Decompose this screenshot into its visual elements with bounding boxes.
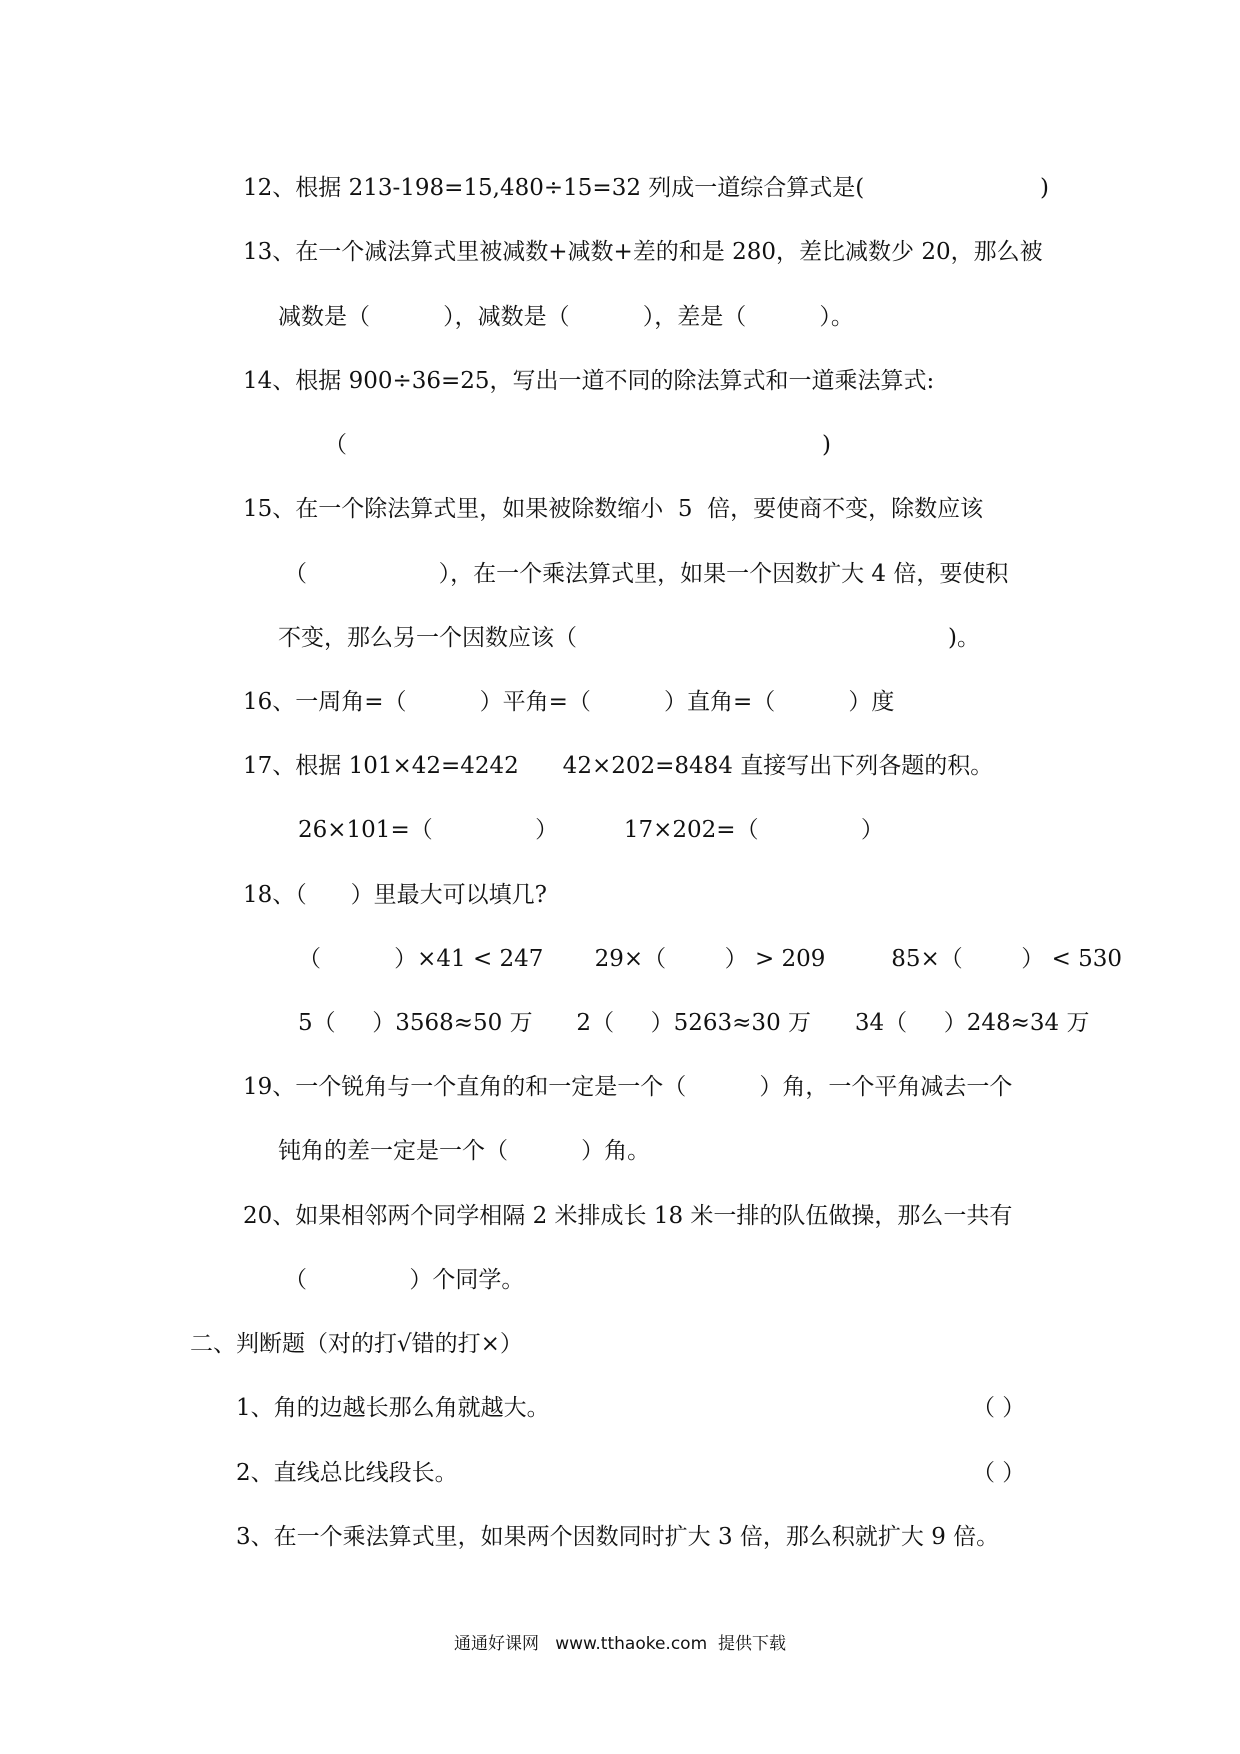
answer-paren-close: )。 <box>948 625 980 651</box>
page-footer: 通通好课网 www.tthaoke.com 提供下载 <box>454 1634 786 1654</box>
question-15-cont: （ ），在一个乘法算式里，如果一个因数扩大 4 倍，要使积 <box>284 561 1009 587</box>
question-18-row-1: （ ）×41 < 247 29×（ ） > 209 85×（ ） < 530 <box>298 946 1123 972</box>
question-17-items: 26×101=（ ） 17×202=（ ） <box>298 817 884 843</box>
answer-paren: （ ） <box>972 1460 1026 1486</box>
question-20-cont: （ ）个同学。 <box>284 1267 525 1293</box>
question-18: 18、（ ）里最大可以填几? <box>243 882 547 908</box>
answer-paren-close: ) <box>1040 175 1049 201</box>
answer-paren-close: ) <box>822 432 831 458</box>
question-20: 20、如果相邻两个同学相隔 2 米排成长 18 米一排的队伍做操，那么一共有 <box>243 1203 1013 1229</box>
question-19: 19、一个锐角与一个直角的和一定是一个（ ）角，一个平角减去一个 <box>243 1074 1013 1100</box>
question-16: 16、一周角=（ ）平角=（ ）直角=（ ）度 <box>243 689 895 715</box>
answer-paren-open: （ <box>324 432 347 458</box>
question-13-cont: 减数是（ ），减数是（ ），差是（ ）。 <box>278 304 854 330</box>
question-12: 12、根据 213-198=15,480÷15=32 列成一道综合算式是( <box>243 175 865 201</box>
question-15: 15、在一个除法算式里，如果被除数缩小 5 倍，要使商不变，除数应该 <box>243 496 984 522</box>
question-14: 14、根据 900÷36=25，写出一道不同的除法算式和一道乘法算式: <box>243 368 935 394</box>
question-18-row-2: 5（ ）3568≈50 万 2（ ）5263≈30 万 34（ ）248≈34 万 <box>298 1010 1090 1036</box>
judgement-3: 3、在一个乘法算式里，如果两个因数同时扩大 3 倍，那么积就扩大 9 倍。 <box>236 1524 1000 1550</box>
answer-paren: （ ） <box>972 1395 1026 1421</box>
question-17: 17、根据 101×42=4242 42×202=8484 直接写出下列各题的积。 <box>243 753 994 779</box>
section-heading: 二、判断题（对的打√错的打×） <box>190 1331 523 1357</box>
question-15-cont: 不变，那么另一个因数应该（ <box>278 625 577 651</box>
question-13: 13、在一个减法算式里被减数+减数+差的和是 280，差比减数少 20，那么被 <box>243 239 1043 265</box>
judgement-2: 2、直线总比线段长。 <box>236 1460 458 1486</box>
judgement-1: 1、角的边越长那么角就越大。 <box>236 1395 550 1421</box>
question-19-cont: 钝角的差一定是一个（ ）角。 <box>278 1138 651 1164</box>
